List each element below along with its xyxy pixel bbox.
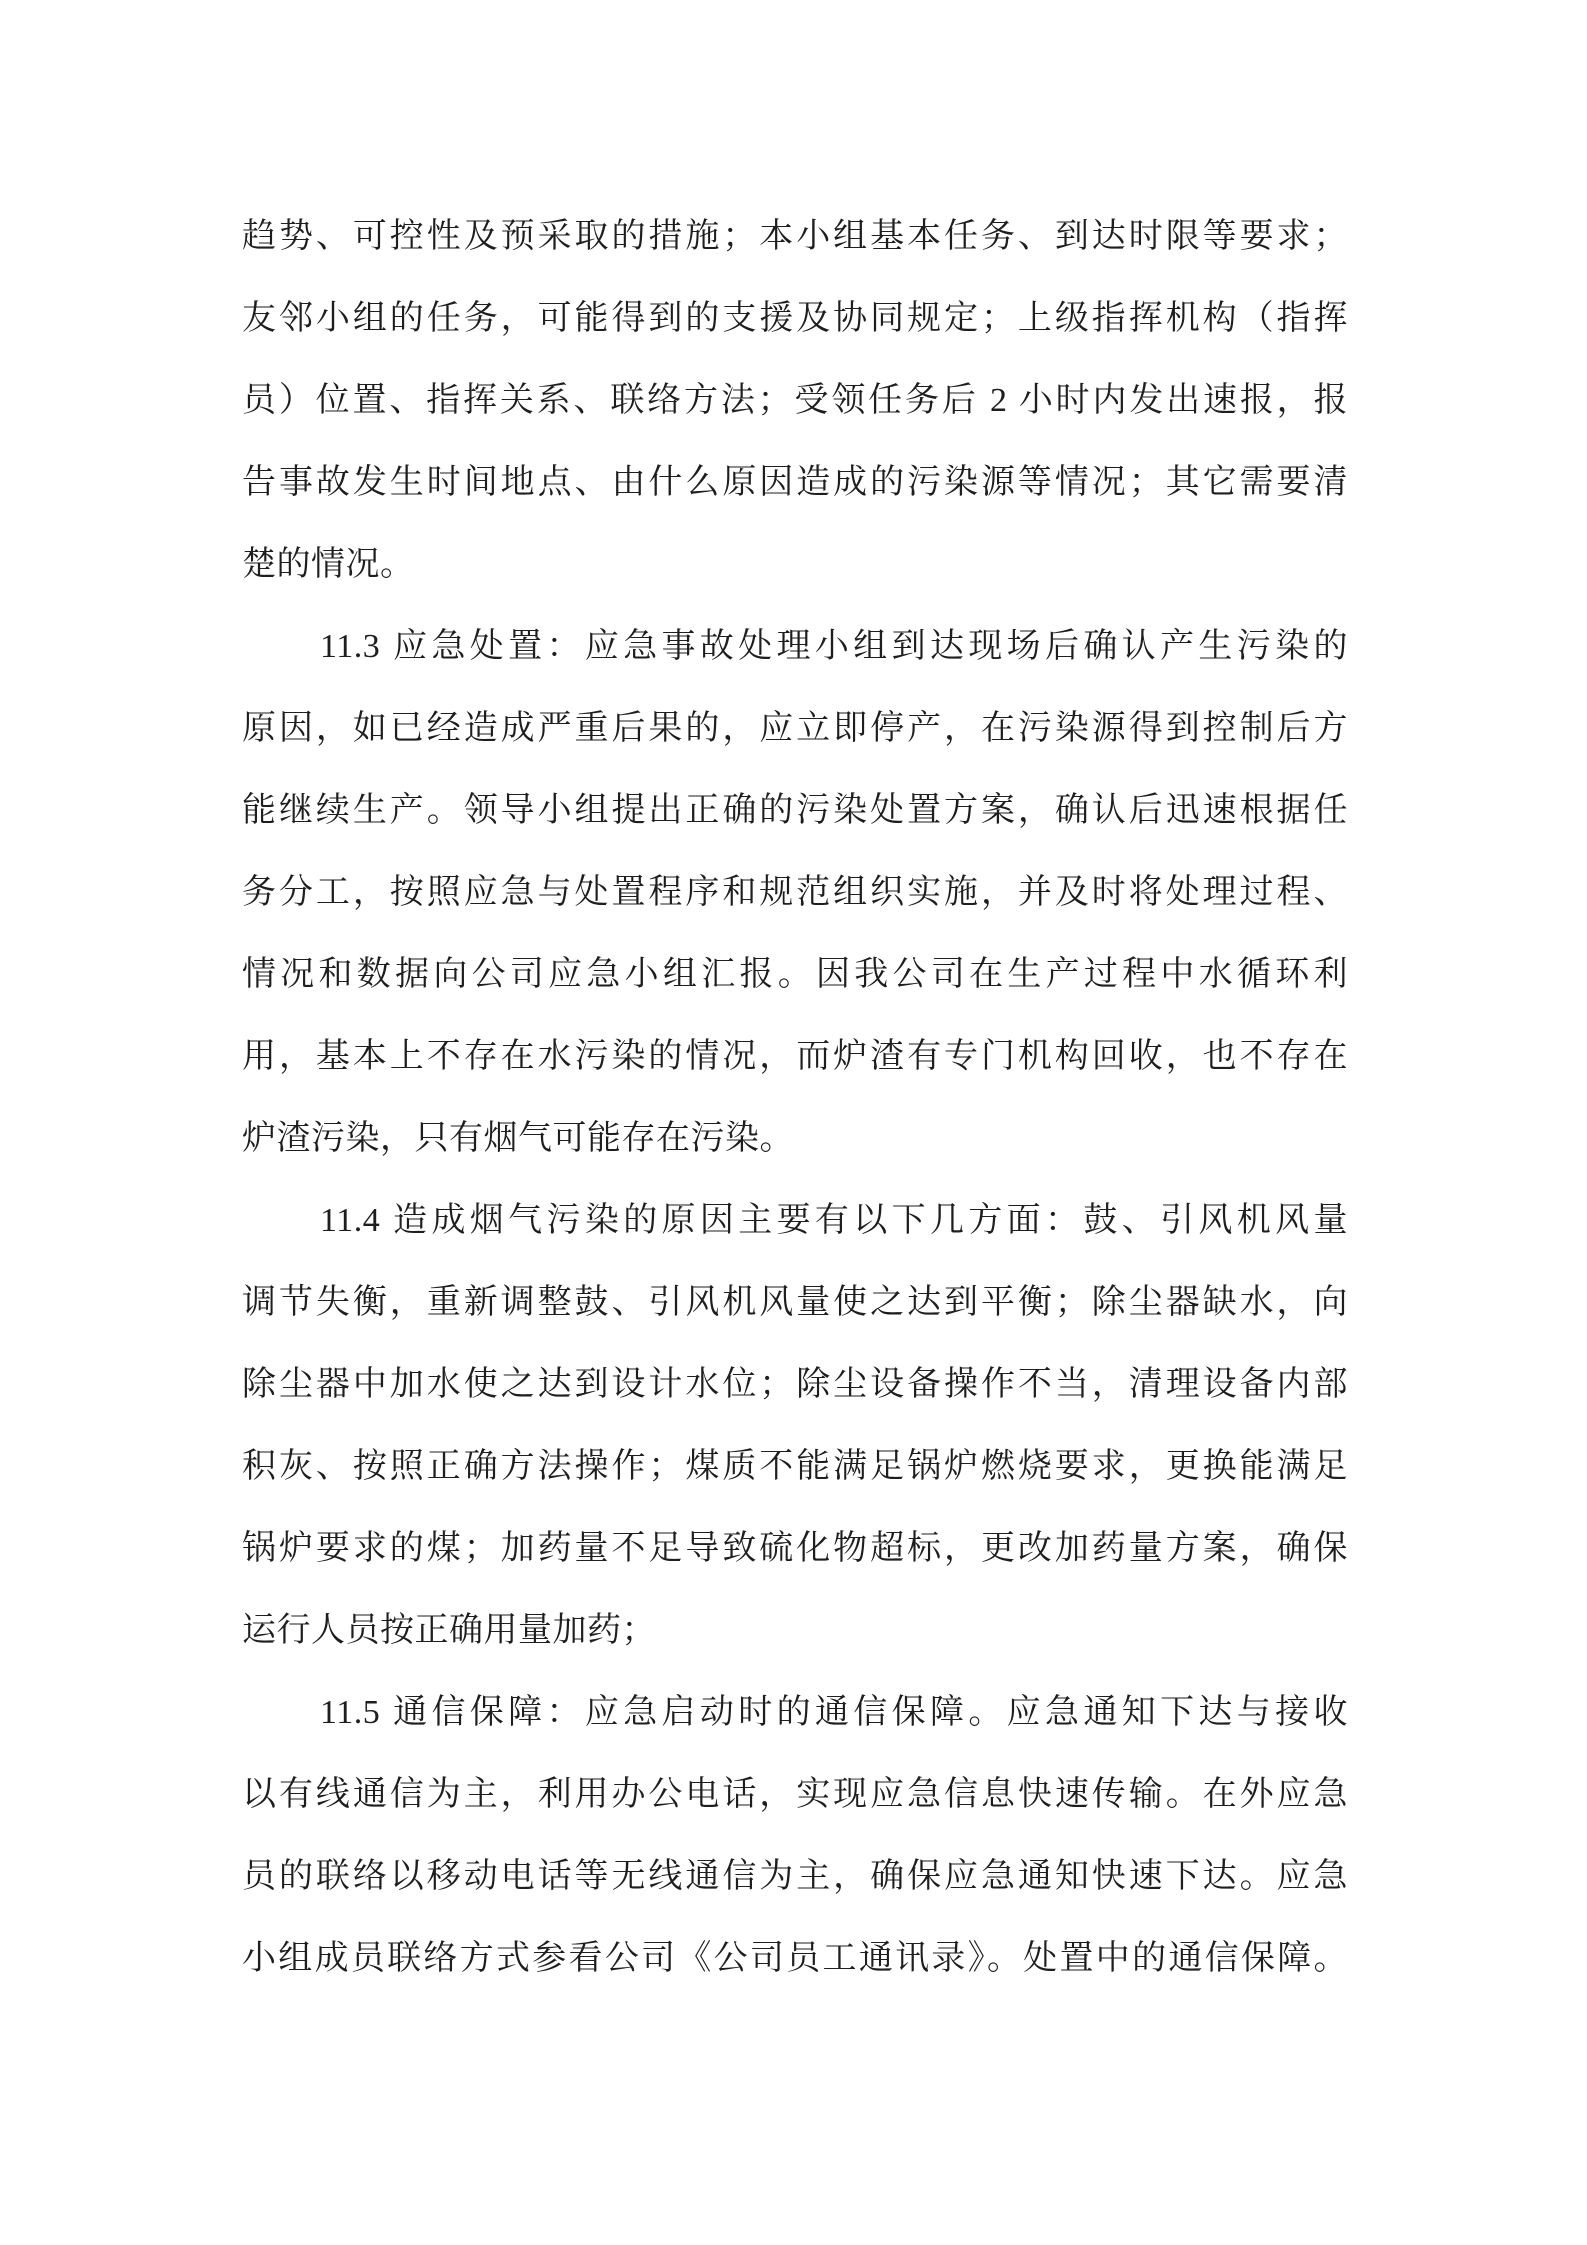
text-line-section-11-5: 11.5 通信保障：应急启动时的通信保障。应急通知下达与接收: [320, 1694, 1348, 1731]
text-line: 小组成员联络方式参看公司《公司员工通讯录》。处置中的通信保障。: [242, 1940, 1348, 1977]
text-line: 原因，如已经造成严重后果的，应立即停产，在污染源得到控制后方: [242, 710, 1348, 747]
text-line: 锅炉要求的煤；加药量不足导致硫化物超标，更改加药量方案，确保: [242, 1530, 1348, 1567]
text-line-section-11-4: 11.4 造成烟气污染的原因主要有以下几方面：鼓、引风机风量: [320, 1202, 1348, 1239]
text-line: 调节失衡，重新调整鼓、引风机风量使之达到平衡；除尘器缺水，向: [242, 1284, 1348, 1321]
text-line: 务分工，按照应急与处置程序和规范组织实施，并及时将处理过程、: [242, 874, 1348, 911]
text-line: 运行人员按正确用量加药；: [242, 1612, 656, 1649]
text-line: 员）位置、指挥关系、联络方法；受领任务后 2 小时内发出速报，报: [242, 382, 1348, 419]
text-block: [242, 196, 1348, 2000]
text-line: 以有线通信为主，利用办公电话，实现应急信息快速传输。在外应急: [242, 1776, 1348, 1813]
text-line: 除尘器中加水使之达到设计水位；除尘设备操作不当，清理设备内部: [242, 1366, 1348, 1403]
text-line: 楚的情况。: [242, 546, 415, 583]
text-line: 员的联络以移动电话等无线通信为主，确保应急通知快速下达。应急: [242, 1858, 1348, 1895]
text-line: 情况和数据向公司应急小组汇报。因我公司在生产过程中水循环利: [242, 956, 1348, 993]
text-line: 用，基本上不存在水污染的情况，而炉渣有专门机构回收，也不存在: [242, 1038, 1348, 1075]
text-line: 炉渣污染，只有烟气可能存在污染。: [242, 1120, 794, 1157]
text-line-section-11-3: 11.3 应急处置：应急事故处理小组到达现场后确认产生污染的: [320, 628, 1348, 665]
text-line: 趋势、可控性及预采取的措施；本小组基本任务、到达时限等要求；: [242, 218, 1348, 255]
text-line: 友邻小组的任务，可能得到的支援及协同规定；上级指挥机构（指挥: [242, 300, 1348, 337]
text-line: 告事故发生时间地点、由什么原因造成的污染源等情况；其它需要清: [242, 464, 1348, 501]
text-line: 能继续生产。领导小组提出正确的污染处置方案，确认后迅速根据任: [242, 792, 1348, 829]
text-line: 积灰、按照正确方法操作；煤质不能满足锅炉燃烧要求，更换能满足: [242, 1448, 1348, 1485]
